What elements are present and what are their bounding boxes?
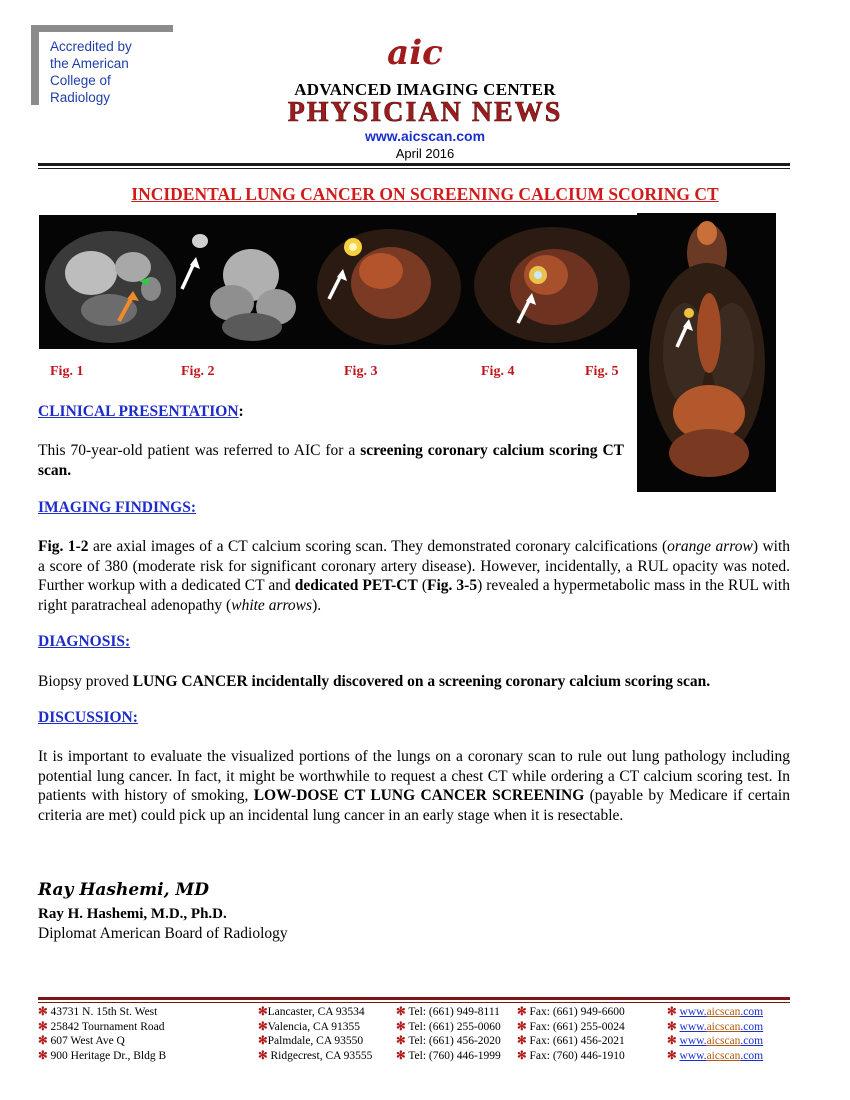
clinical-presentation-heading: CLINICAL PRESENTATION: xyxy=(38,403,244,420)
star-icon: ✻ xyxy=(258,1006,268,1018)
footer-city: ✻ Ridgecrest, CA 93555 xyxy=(258,1049,373,1062)
footer-addresses xyxy=(38,1005,166,1063)
star-icon: ✻ xyxy=(517,1020,527,1033)
diagnosis-text: Biopsy proved LUNG CANCER incidentally discovered on a screening coronary calcium scoring scan. xyxy=(38,673,711,690)
star-icon: ✻ xyxy=(38,1020,48,1033)
star-icon: ✻ xyxy=(38,1049,48,1062)
footer-city: ✻Palmdale, CA 93550 xyxy=(258,1035,364,1048)
star-icon: ✻ xyxy=(258,1035,268,1048)
star-icon: ✻ xyxy=(396,1020,406,1033)
star-icon: ✻ xyxy=(517,1006,527,1018)
footer-rule-thin xyxy=(38,1002,790,1003)
footer-website-link[interactable]: ✻ www.aicscan.com xyxy=(667,1035,764,1048)
figure-5-image xyxy=(637,213,776,492)
figure-3-label: Fig. 3 xyxy=(344,364,378,379)
star-icon: ✻ xyxy=(667,1020,677,1033)
footer-fax: ✻ Fax: (760) 446-1910 xyxy=(517,1049,625,1062)
star-icon: ✻ xyxy=(396,1006,406,1018)
diagnosis-heading: DIAGNOSIS: xyxy=(38,633,131,650)
footer-fax: ✻ Fax: (661) 949-6600 xyxy=(517,1006,625,1018)
star-icon: ✻ xyxy=(38,1006,48,1018)
star-icon: ✻ xyxy=(517,1035,527,1048)
footer-address: ✻ 607 West Ave Q xyxy=(38,1035,125,1048)
star-icon: ✻ xyxy=(667,1049,677,1062)
footer-website-link[interactable]: ✻ www.aicscan.com xyxy=(667,1006,764,1018)
imaging-findings-heading: IMAGING FINDINGS: xyxy=(38,499,197,516)
header-rule-thin xyxy=(38,168,790,169)
header-rule xyxy=(38,163,790,166)
footer-city: ✻Valencia, CA 91355 xyxy=(258,1020,360,1033)
footer-city: ✻Lancaster, CA 93534 xyxy=(258,1006,365,1018)
accreditation-bar-top xyxy=(31,25,173,32)
footer-website-link[interactable]: ✻ www.aicscan.com xyxy=(667,1020,764,1033)
signature-name: Ray H. Hashemi, M.D., Ph.D. xyxy=(38,906,227,922)
footer-faxes xyxy=(517,1005,625,1063)
figure-3-image xyxy=(311,215,466,349)
article-title: INCIDENTAL LUNG CANCER ON SCREENING CALCIUM SCORING CT xyxy=(131,184,719,204)
star-icon: ✻ xyxy=(667,1006,677,1018)
masthead-title: PHYSICIAN NEWS xyxy=(287,97,563,128)
footer-tel: ✻ Tel: (661) 456-2020 xyxy=(396,1035,501,1048)
issue-date: April 2016 xyxy=(395,146,455,161)
footer-tel: ✻ Tel: (760) 446-1999 xyxy=(396,1049,501,1062)
clinical-presentation-text: This 70-year-old patient was referred to AIC for a screening coronary calcium scoring CT scan. xyxy=(38,442,624,479)
figure-4-image xyxy=(466,215,637,349)
discussion-heading: DISCUSSION: xyxy=(38,709,138,726)
discussion-text: It is important to evaluate the visualized portions of the lungs on a coronary scan to rule out lung pathology including potential lung cancer. In fact, it might be worthwhile to request a chest CT while ordering a CT calcium scoring test. In patients with history of smoking, LOW-DOSE CT LUNG CANCER SCREENING (payable by Medicare if certain criteria are met) could pick up an incidental lung cancer in an early stage when it is resectable. xyxy=(38,748,790,824)
footer-tels xyxy=(396,1005,501,1063)
signature-script: Ray Hashemi, MD xyxy=(38,880,209,900)
footer-address: ✻ 43731 N. 15th St. West xyxy=(38,1006,158,1018)
footer-rule xyxy=(38,997,790,1000)
footer-cities xyxy=(258,1005,372,1063)
aic-logo-icon xyxy=(380,30,450,72)
star-icon: ✻ xyxy=(667,1035,677,1048)
signature-title: Diplomat American Board of Radiology xyxy=(38,925,288,942)
header-website-link[interactable]: www.aicscan.com xyxy=(364,128,486,144)
footer-tel: ✻ Tel: (661) 255-0060 xyxy=(396,1020,501,1033)
figure-1-label: Fig. 1 xyxy=(50,364,84,379)
figure-5-label: Fig. 5 xyxy=(585,364,619,379)
footer-address: ✻ 900 Heritage Dr., Bldg B xyxy=(38,1049,167,1062)
figure-2-label: Fig. 2 xyxy=(181,364,215,379)
footer-fax: ✻ Fax: (661) 255-0024 xyxy=(517,1020,625,1033)
footer-address: ✻ 25842 Tournament Road xyxy=(38,1020,165,1033)
figure-4-label: Fig. 4 xyxy=(481,364,515,379)
star-icon: ✻ xyxy=(396,1035,406,1048)
star-icon: ✻ xyxy=(258,1049,268,1062)
star-icon: ✻ xyxy=(38,1035,48,1048)
footer-website-link[interactable]: ✻ www.aicscan.com xyxy=(667,1049,764,1062)
logo-text: aic xyxy=(387,33,443,72)
figure-1-image xyxy=(39,215,176,349)
star-icon: ✻ xyxy=(517,1049,527,1062)
figure-2-image xyxy=(176,215,311,349)
footer-fax: ✻ Fax: (661) 456-2021 xyxy=(517,1035,625,1048)
center-name: ADVANCED IMAGING CENTER xyxy=(294,80,556,99)
footer-websites xyxy=(667,1005,763,1063)
imaging-findings-text: Fig. 1-2 are axial images of a CT calcium scoring scan. They demonstrated coronary calcifications (orange arrow) with a score of 380 (moderate risk for significant coronary artery disease). However, incidentally, a RUL opacity was noted. Further workup with a dedicated CT and dedicated PET-CT (Fig. 3-5) revealed a hypermetabolic mass in the RUL with right paratracheal adenopathy (white arrows). xyxy=(38,538,791,614)
star-icon: ✻ xyxy=(396,1049,406,1062)
star-icon: ✻ xyxy=(258,1020,268,1033)
footer-tel: ✻ Tel: (661) 949-8111 xyxy=(396,1006,500,1018)
accreditation-text: Accredited by the American College of Radiology xyxy=(50,39,132,105)
